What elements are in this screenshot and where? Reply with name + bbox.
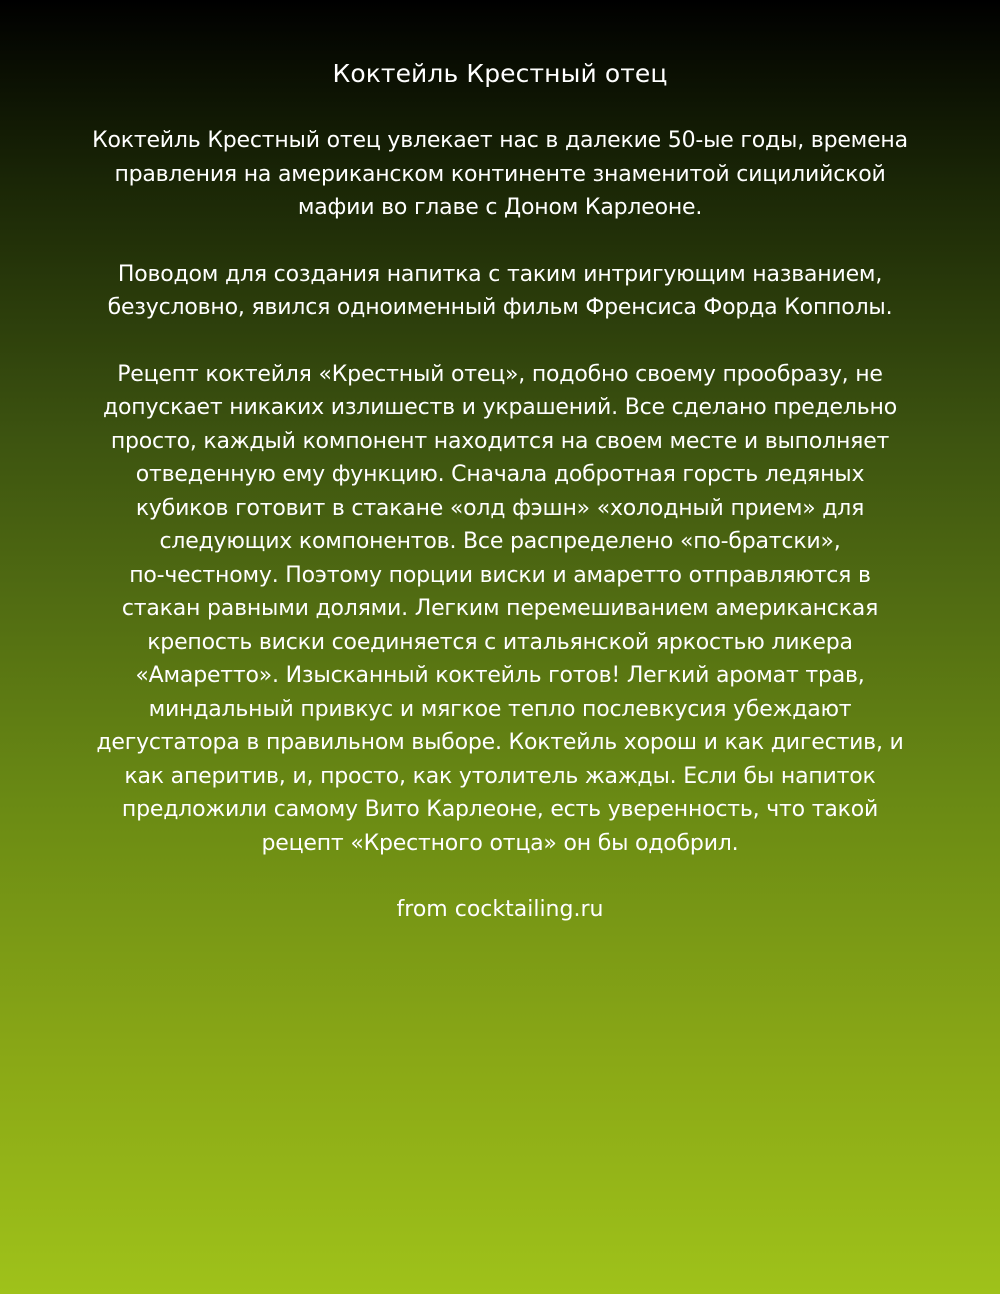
text-line: крепость виски соединяется с итальянской яркостью ликера xyxy=(147,629,853,655)
text-line: как аперитив, и, просто, как утолитель жажды. Если бы напиток xyxy=(124,763,876,789)
paragraph-recipe xyxy=(0,358,1000,861)
paragraph-origin xyxy=(0,258,1000,325)
page-title: Коктейль Крестный отец xyxy=(332,59,668,88)
text-line: по-честному. Поэтому порции виски и амаретто отправляются в xyxy=(129,562,871,588)
text-line: Коктейль Крестный отец увлекает нас в далекие 50-ые годы, времена xyxy=(92,128,908,153)
text-line: мафии во главе с Доном Карлеоне. xyxy=(297,195,703,220)
text-line: Поводом для создания напитка с таким интригующим названием, xyxy=(117,261,883,287)
text-line: правления на американском континенте знаменитой сицилийской xyxy=(114,161,886,187)
text-line: просто, каждый компонент находится на своем месте и выполняет xyxy=(110,428,890,454)
text-line: кубиков готовит в стакане «олд фэшн» «холодный прием» для xyxy=(135,495,865,521)
text-line: предложили самому Вито Карлеоне, есть уверенность, что такой xyxy=(121,797,879,822)
text-line: рецепт «Крестного отца» он бы одобрил. xyxy=(261,830,739,856)
text-line: Рецепт коктейля «Крестный отец», подобно своему прообразу, не xyxy=(117,361,883,387)
text-line: отведенную ему функцию. Сначала добротная горсть ледяных xyxy=(135,462,865,487)
paragraph-intro xyxy=(0,124,1000,225)
text-line: «Амаретто». Изысканный коктейль готов! Легкий аромат трав, xyxy=(135,663,865,688)
source-credit: from cocktailing.ru xyxy=(396,897,604,922)
text-line: безусловно, явился одноименный фильм Френсиса Форда Копполы. xyxy=(107,295,893,320)
text-line: допускает никаких излишеств и украшений. Все сделано предельно xyxy=(103,395,897,420)
text-line: миндальный привкус и мягкое тепло послевкусия убеждают xyxy=(148,696,852,722)
text-line: дегустатора в правильном выборе. Коктейль хорош и как дигестив, и xyxy=(96,730,904,755)
text-line: стакан равными долями. Легким перемешиванием американская xyxy=(121,596,879,621)
text-line: следующих компонентов. Все распределено «по-братски», xyxy=(159,529,841,554)
